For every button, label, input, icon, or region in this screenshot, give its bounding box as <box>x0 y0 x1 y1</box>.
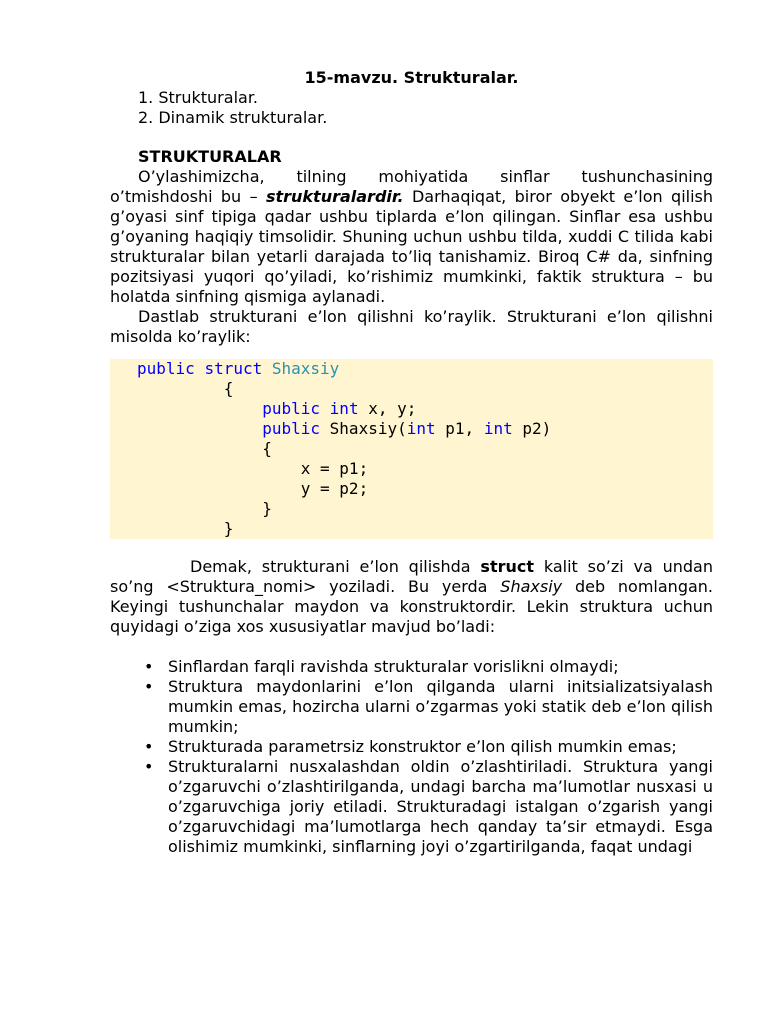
code-keyword: public <box>262 399 321 418</box>
code-punct: } <box>262 499 272 518</box>
bullet-icon: • <box>144 757 154 776</box>
paragraph-example-intro: Dastlab strukturani e’lon qilishni ko’raylik. Strukturani e’lon qilishni misolda ko’raylik: <box>110 307 713 346</box>
code-text: y = p2; <box>300 479 369 498</box>
page-title: 15-mavzu. Strukturalar. <box>304 68 519 87</box>
toc-item: 1. Strukturalar. <box>138 88 259 107</box>
code-keyword: public <box>262 419 321 438</box>
code-line <box>137 439 713 459</box>
bullet-icon: • <box>144 657 154 676</box>
paragraph-text: deb nomlangan. Keyingi tushunchalar maydon va konstruktordir. Lekin struktura uchun quyidagi o’ziga xos xususiyatlar mavjud bo’ladi: <box>110 577 714 636</box>
code-line <box>137 419 713 439</box>
code-keyword: public <box>137 359 195 378</box>
code-text: x, y; <box>358 399 417 418</box>
code-keyword: int <box>483 419 513 438</box>
code-punct: { <box>262 439 272 458</box>
paragraph-text: Darhaqiqat, biror obyekt e’lon qilish g’oyasi sinf tipiga qadar ushbu tiplarda e’lon qilingan. Sinflar esa ushbu g’oyaning haqiqiy timsolidir. Shuning uchun ushbu tilda, xuddi C tilida kabi strukturalar bilan yetarli darajada to’liq tanishamiz. Biroq C# da, sinfning pozitsiyasi yuqori qo’yiladi, ko’rishimiz mumkinki, faktik struktura – bu holatda sinfning qismiga aylanadi. <box>110 187 714 306</box>
toc-item: 2. Dinamik strukturalar. <box>138 108 328 127</box>
emphasis-text: strukturalardir. <box>265 187 404 206</box>
keyword-text: struct <box>480 557 535 576</box>
table-of-contents <box>110 88 713 128</box>
code-line <box>137 479 713 499</box>
code-line <box>137 519 713 539</box>
code-text: x = p1; <box>300 459 369 478</box>
list-item-text: Strukturada parametrsiz konstruktor e’lon qilish mumkin emas; <box>168 737 677 756</box>
bullet-icon: • <box>144 677 154 696</box>
section-heading: STRUKTURALAR <box>138 147 282 166</box>
code-line <box>137 399 713 419</box>
code-line <box>137 379 713 399</box>
properties-list <box>110 657 713 857</box>
code-type-name: Shaxsiy <box>271 359 340 378</box>
code-punct: } <box>223 519 234 538</box>
code-line <box>137 359 713 379</box>
code-text: Shaxsiy( <box>320 419 407 438</box>
paragraph-text: O’ylashimizcha, tilning mohiyatida sinflar tushunchasining o’tmishdoshi bu – <box>110 167 713 206</box>
list-item <box>144 737 713 757</box>
italic-text: Shaxsiy <box>500 577 563 596</box>
list-item-text: Sinflardan farqli ravishda strukturalar vorislikni olmaydi; <box>168 657 619 676</box>
list-item-text: Strukturalarni nusxalashdan oldin o’zlashtiriladi. Struktura yangi o’zgaruvchi o’zlashtirilganda, undagi barcha ma’lumotlar nusxasi u o’zgaruvchiga joriy etiladi. Strukturadagi istalgan o’zgarish yangi o’zgaruvchidagi ma’lumotlarga hech qanday ta’sir etmaydi. Esga olishimiz mumkinki, sinflarning joyi o’zgartirilganda, faqat undagi <box>168 757 713 856</box>
document-body <box>110 68 713 857</box>
paragraph-text: kalit so’zi va undan so’ng <Struktura_nomi> yoziladi. Bu yerda <box>110 557 713 596</box>
list-item <box>144 677 713 737</box>
code-line <box>137 459 713 479</box>
bullet-icon: • <box>144 737 154 756</box>
paragraph-explanation <box>110 557 713 637</box>
list-item <box>144 657 713 677</box>
code-line <box>137 499 713 519</box>
code-keyword: struct <box>204 359 263 378</box>
paragraph-text: Demak, strukturani e’lon qilishda <box>190 557 481 576</box>
code-text: p1, <box>435 419 484 438</box>
paragraph-intro <box>110 167 713 307</box>
code-keyword: int <box>329 399 359 418</box>
code-block <box>110 359 713 539</box>
list-item-text: Struktura maydonlarini e’lon qilganda ularni initsializatsiyalash mumkin emas, hozircha ularni o’zgarmas yoki statik deb e’lon qilish mumkin; <box>168 677 713 736</box>
code-keyword: int <box>406 419 436 438</box>
code-text: p2) <box>512 419 552 438</box>
list-item <box>144 757 713 857</box>
code-punct: { <box>223 379 234 398</box>
